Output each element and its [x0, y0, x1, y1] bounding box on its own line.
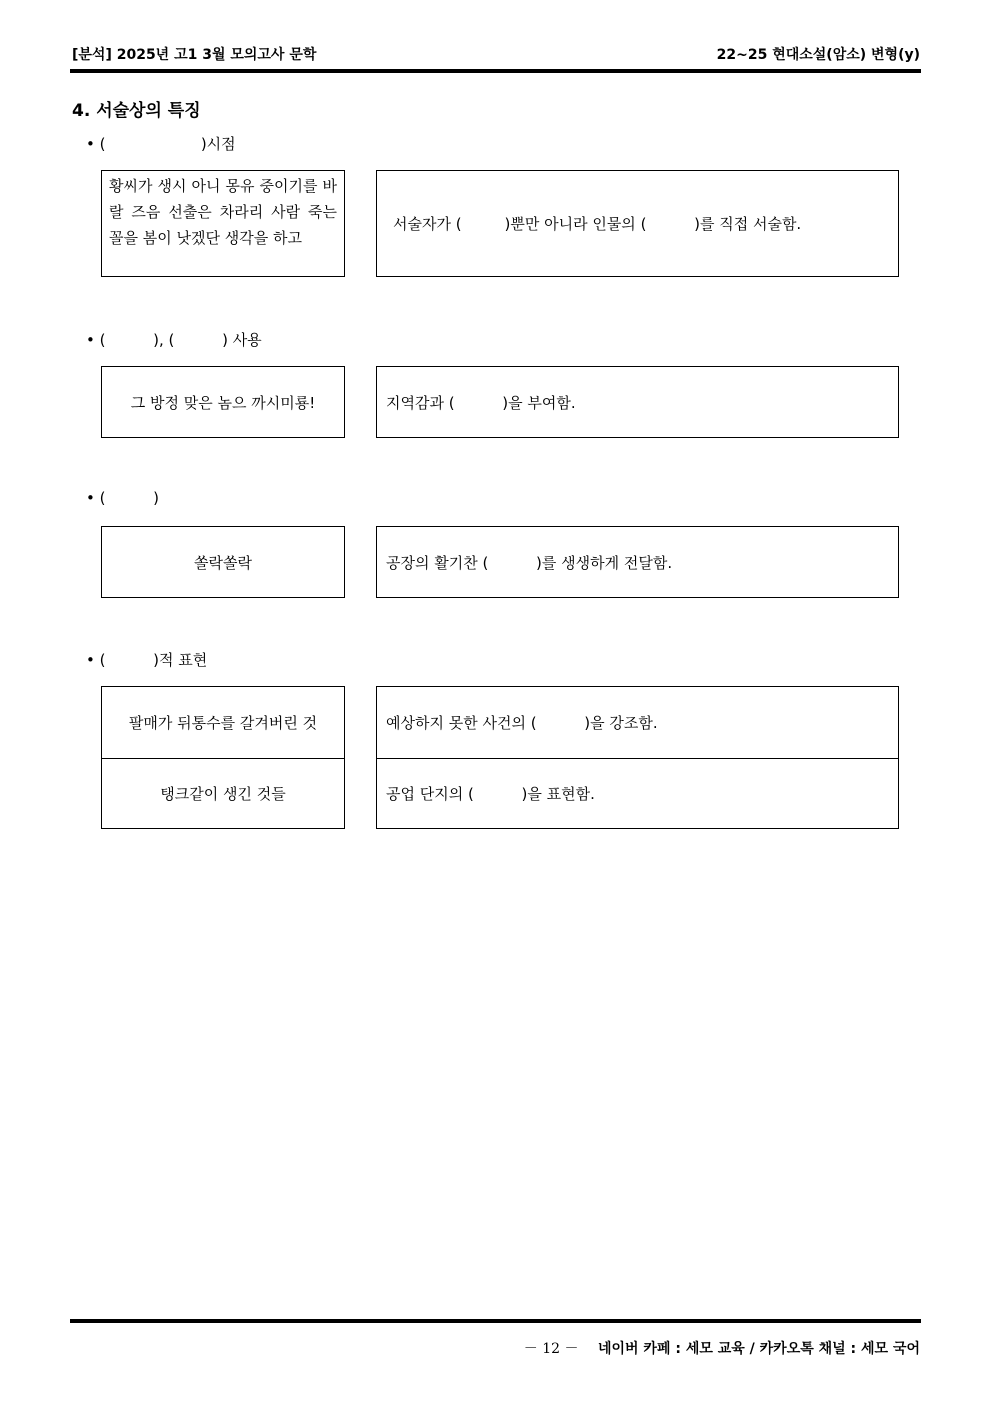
explanation-box-3: [376, 526, 899, 598]
example-stack-4: [101, 686, 345, 829]
header-right-title: 22~25 현대소설(암소) 변형(y): [716, 47, 920, 63]
example-text-1: 황씨가 생시 아니 몽유 중이기를 바랄 즈음 선출은 차라리 사람 죽는 꼴을 봄이 낫겠단 생각을 하고: [109, 177, 337, 247]
explanation-text-4b: 공업 단지의 ( )을 표현함.: [386, 785, 595, 803]
section-title: 4. 서술상의 특징: [72, 101, 201, 121]
explanation-box-2: [376, 366, 899, 438]
bullet-viewpoint: • ( )시점: [86, 135, 236, 153]
header-rule: [70, 69, 921, 73]
example-text-4b: 탱크같이 생긴 것들: [160, 785, 286, 803]
page-number: － 12 －: [523, 1341, 579, 1357]
header-left-title: [분석] 2025년 고1 3월 모의고사 문학: [72, 47, 317, 63]
example-cell-4a: [102, 687, 344, 758]
explanation-cell-4b: [377, 759, 898, 828]
example-box-3: [101, 526, 345, 598]
explanation-cell-4a: [377, 687, 898, 758]
example-text-3: 쏠락쏠락: [194, 553, 252, 572]
example-text-4a: 팔매가 뒤통수를 갈겨버린 것: [128, 714, 318, 732]
explanation-text-4a: 예상하지 못한 사건의 ( )을 강조함.: [386, 714, 658, 732]
footer-text: 네이버 카페 : 세모 교육 / 카카오톡 채널 : 세모 국어: [597, 1341, 920, 1357]
explanation-stack-4: [376, 686, 899, 829]
example-box-1: [101, 170, 345, 277]
bullet-dialect: • ( ), ( ) 사용: [86, 331, 262, 349]
explanation-text-1: 서술자가 ( )뿐만 아니라 인물의 ( )를 직접 서술함.: [393, 215, 802, 233]
footer-rule: [70, 1319, 921, 1323]
example-text-2: 그 방정 맞은 놈으 까시미룡!: [130, 393, 316, 412]
explanation-text-3: 공장의 활기찬 ( )를 생생하게 전달함.: [386, 553, 673, 572]
footer: [524, 1338, 920, 1358]
example-cell-4b: [102, 759, 344, 828]
bullet-figurative: • ( )적 표현: [86, 651, 208, 669]
bullet-mimetic: • ( ): [86, 489, 160, 507]
example-box-2: [101, 366, 345, 438]
explanation-text-2: 지역감과 ( )을 부여함.: [386, 393, 576, 412]
explanation-box-1: [376, 170, 899, 277]
